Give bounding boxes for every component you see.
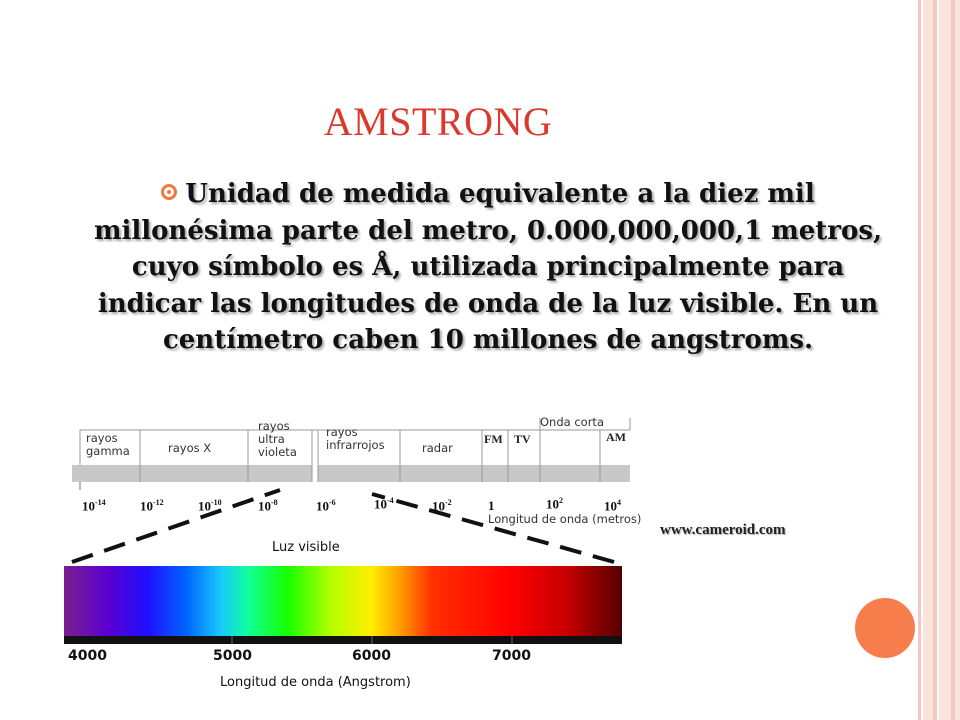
visible-tick-5000: 5000 — [213, 648, 252, 664]
tick-label: $10^4$ — [604, 498, 621, 514]
tick-label: $10^{-4}$ — [374, 496, 394, 512]
em-axis-caption: Longitud de onda (metros) — [488, 512, 642, 526]
tick-label: $10^{-8}$ — [258, 498, 278, 514]
region-label-ir: rayos infrarrojos — [326, 425, 385, 452]
tick-label: $10^{-10}$ — [198, 498, 222, 514]
onda-corta-label: Onda corta — [540, 415, 604, 429]
tick-label: $10^2$ — [546, 496, 563, 512]
band-label-am: AM — [606, 430, 626, 444]
tick-label: $10^{-2}$ — [432, 498, 452, 514]
tick-label: $10^{-12}$ — [140, 498, 164, 514]
visible-axis-bar — [64, 636, 622, 644]
visible-axis-caption: Longitud de onda (Angstrom) — [220, 675, 411, 690]
visible-spectrum-band — [64, 566, 622, 636]
region-label-gamma: rayos gamma — [86, 431, 130, 458]
region-label-radar: radar — [422, 441, 453, 455]
band-label-fm: FM — [484, 432, 503, 446]
tick-label: $10^{-6}$ — [316, 498, 336, 514]
slide-title: AMSTRONG — [323, 99, 553, 144]
visible-tick-4000: 4000 — [68, 648, 107, 664]
tick-label: $10^{-14}$ — [82, 498, 106, 514]
band-label-tv: TV — [514, 432, 531, 446]
source-credit: www.cameroid.com — [660, 522, 786, 538]
tick-label: 1 — [488, 498, 495, 513]
region-label-xray: rayos X — [168, 441, 212, 455]
body-text: Unidad de medida equivalente a la diez mil millonésima parte del metro, 0.000,000,000,1 metros, cuyo símbolo es Å, utilizada principalmente para indicar las longitudes de onda de la luz visible. En un centímetro caben 10 millones de angstroms. — [93, 179, 883, 355]
visible-light-title: Luz visible — [272, 540, 340, 555]
region-label-uv: rayos ultra violeta — [258, 419, 297, 459]
visible-tick-7000: 7000 — [492, 648, 531, 664]
visible-tick-6000: 6000 — [352, 648, 391, 664]
